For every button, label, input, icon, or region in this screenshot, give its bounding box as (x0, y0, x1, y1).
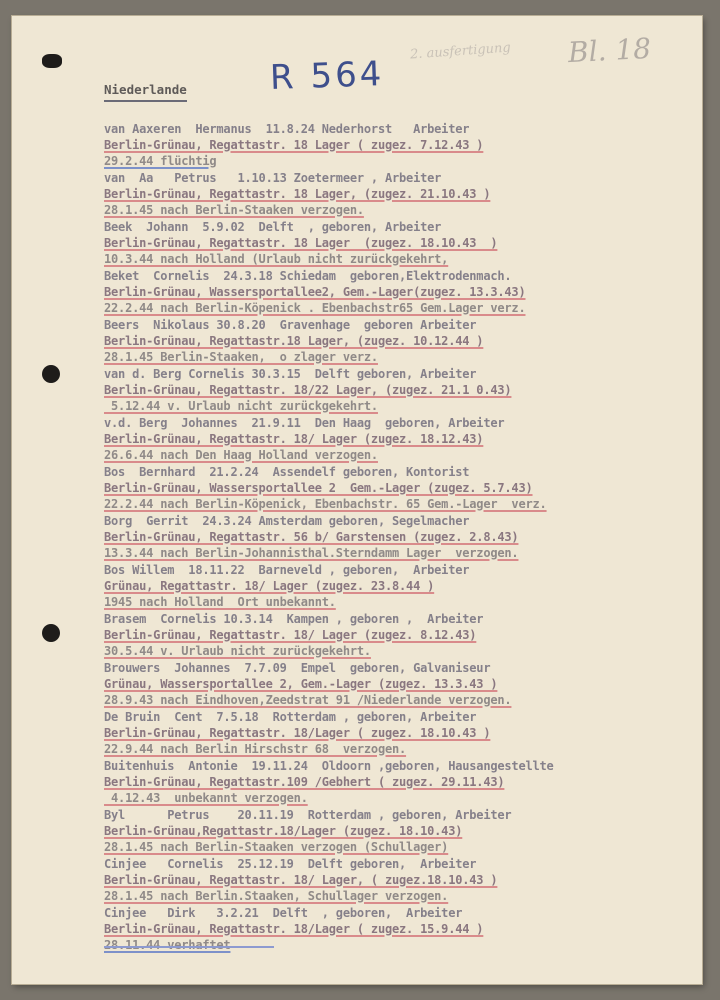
entry-status-line: 13.3.44 nach Berlin-Johannisthal.Sterndamm Lager verzogen. (104, 545, 519, 560)
entry-address-line: Berlin-Grünau, Regattastr.109 /Gebhert ( zugez. 29.11.43) (104, 774, 505, 789)
entry-name-line: van Aa Petrus 1.10.13 Zoetermeer , Arbeiter (104, 171, 442, 185)
entry-status-line: 29.2.44 flüchtig (104, 153, 217, 168)
entry-name-line: v.d. Berg Johannes 21.9.11 Den Haag geboren, Arbeiter (104, 416, 505, 430)
entry-name-line: Cinjee Cornelis 25.12.19 Delft geboren, Arbeiter (104, 857, 477, 871)
entry-status-line: 10.3.44 nach Holland (Urlaub nicht zurückgekehrt, (104, 251, 449, 266)
entry-name-line: van d. Berg Cornelis 30.3.15 Delft geboren, Arbeiter (104, 367, 477, 381)
entry-address-line: Berlin-Grünau, Wassersportallee 2 Gem.-Lager (zugez. 5.7.43) (104, 480, 533, 495)
entry-status-line: 4.12.43 unbekannt verzogen. (104, 790, 308, 805)
entry-list (104, 122, 684, 955)
entry-status-line: 22.2.44 nach Berlin-Köpenick, Ebenbachstr. 65 Gem.-Lager verz. (104, 496, 547, 511)
entry-status-line: 22.2.44 nach Berlin-Köpenick . Ebenbachstr65 Gem.Lager verz. (104, 300, 526, 315)
entry-address-line: Berlin-Grünau, Regattastr. 18/Lager ( zugez. 15.9.44 ) (104, 921, 484, 936)
entry-name-line: Brasem Cornelis 10.3.14 Kampen , geboren , Arbeiter (104, 612, 484, 626)
entry-name-line: Beek Johann 5.9.02 Delft , geboren, Arbeiter (104, 220, 442, 234)
person-entry (104, 759, 684, 808)
entry-status-line: 28.1.45 Berlin-Staaken, o zlager verz. (104, 349, 378, 364)
entry-address-line: Berlin-Grünau, Regattastr. 56 b/ Garstensen (zugez. 2.8.43) (104, 529, 519, 544)
person-entry (104, 122, 684, 171)
punch-hole-top (42, 54, 62, 68)
person-entry (104, 367, 684, 416)
person-entry (104, 465, 684, 514)
entry-address-line: Berlin-Grünau, Regattastr. 18 Lager ( zugez. 7.12.43 ) (104, 137, 484, 152)
entry-name-line: Cinjee Dirk 3.2.21 Delft , geboren, Arbeiter (104, 906, 463, 920)
person-entry (104, 661, 684, 710)
entry-address-line: Berlin-Grünau,Regattastr.18/Lager (zugez. 18.10.43) (104, 823, 463, 838)
entry-status-line: 22.9.44 nach Berlin Hirschstr 68 verzogen. (104, 741, 407, 756)
entry-name-line: Buitenhuis Antonie 19.11.24 Oldoorn ,geboren, Hausangestellte (104, 759, 554, 773)
person-entry (104, 269, 684, 318)
entry-status-line: 28.9.43 nach Eindhoven,Zeedstrat 91 /Niederlande verzogen. (104, 692, 512, 707)
entry-address-line: Berlin-Grünau, Regattastr.18 Lager, (zugez. 10.12.44 ) (104, 333, 484, 348)
blue-pencil-underline (104, 946, 274, 948)
person-entry (104, 857, 684, 906)
entry-name-line: De Bruin Cent 7.5.18 Rotterdam , geboren, Arbeiter (104, 710, 477, 724)
punch-hole-middle (42, 365, 60, 383)
entry-status-line: 28.11.44 verhaftet (104, 937, 231, 952)
entry-status-line: 1945 nach Holland Ort unbekannt. (104, 594, 336, 609)
pencil-note: 2. ausfertigung (409, 40, 512, 63)
entry-address-line: Berlin-Grünau, Regattastr. 18/ Lager (zugez. 18.12.43) (104, 431, 484, 446)
entry-status-line: 28.1.45 nach Berlin-Staaken verzogen (Schullager) (104, 839, 449, 854)
person-entry (104, 318, 684, 367)
entry-address-line: Grünau, Wassersportallee 2, Gem.-Lager (zugez. 13.3.43 ) (104, 676, 498, 691)
person-entry (104, 808, 684, 857)
person-entry (104, 563, 684, 612)
page-heading: Niederlande (104, 82, 187, 102)
entry-address-line: Berlin-Grünau, Regattastr. 18/ Lager, ( zugez.18.10.43 ) (104, 872, 498, 887)
person-entry (104, 710, 684, 759)
entry-status-line: 26.6.44 nach Den Haag Holland verzogen. (104, 447, 378, 462)
person-entry (104, 612, 684, 661)
entry-name-line: Borg Gerrit 24.3.24 Amsterdam geboren, Segelmacher (104, 514, 470, 528)
entry-address-line: Grünau, Regattastr. 18/ Lager (zugez. 23.8.44 ) (104, 578, 435, 593)
entry-name-line: Brouwers Johannes 7.7.09 Empel geboren, Galvaniseur (104, 661, 491, 675)
handwritten-reference-number: R 564 (269, 54, 385, 98)
entry-status-line: 28.1.45 nach Berlin-Staaken verzogen. (104, 202, 364, 217)
entry-address-line: Berlin-Grünau, Regattastr. 18/22 Lager, (zugez. 21.1 0.43) (104, 382, 512, 397)
entry-name-line: Byl Petrus 20.11.19 Rotterdam , geboren, Arbeiter (104, 808, 512, 822)
entry-status-line: 28.1.45 nach Berlin.Staaken, Schullager verzogen. (104, 888, 449, 903)
entry-address-line: Berlin-Grünau, Regattastr. 18 Lager (zugez. 18.10.43 ) (104, 235, 498, 250)
entry-address-line: Berlin-Grünau, Regattastr. 18 Lager, (zugez. 21.10.43 ) (104, 186, 491, 201)
person-entry (104, 171, 684, 220)
entry-address-line: Berlin-Grünau, Regattastr. 18/Lager ( zugez. 18.10.43 ) (104, 725, 491, 740)
person-entry (104, 220, 684, 269)
entry-name-line: Bos Bernhard 21.2.24 Assendelf geboren, Kontorist (104, 465, 470, 479)
punch-hole-lower (42, 624, 60, 642)
entry-name-line: van Aaxeren Hermanus 11.8.24 Nederhorst Arbeiter (104, 122, 470, 136)
entry-status-line: 5.12.44 v. Urlaub nicht zurückgekehrt. (104, 398, 378, 413)
entry-status-line: 30.5.44 v. Urlaub nicht zurückgekehrt. (104, 643, 371, 658)
entry-address-line: Berlin-Grünau, Wassersportallee2, Gem.-Lager(zugez. 13.3.43) (104, 284, 526, 299)
entry-name-line: Bos Willem 18.11.22 Barneveld , geboren, Arbeiter (104, 563, 470, 577)
entry-address-line: Berlin-Grünau, Regattastr. 18/ Lager (zugez. 8.12.43) (104, 627, 477, 642)
entry-name-line: Beers Nikolaus 30.8.20 Gravenhage geboren Arbeiter (104, 318, 477, 332)
folio-number: Bl. 18 (567, 31, 652, 70)
person-entry (104, 514, 684, 563)
entry-name-line: Beket Cornelis 24.3.18 Schiedam geboren,Elektrodenmach. (104, 269, 512, 283)
person-entry (104, 416, 684, 465)
